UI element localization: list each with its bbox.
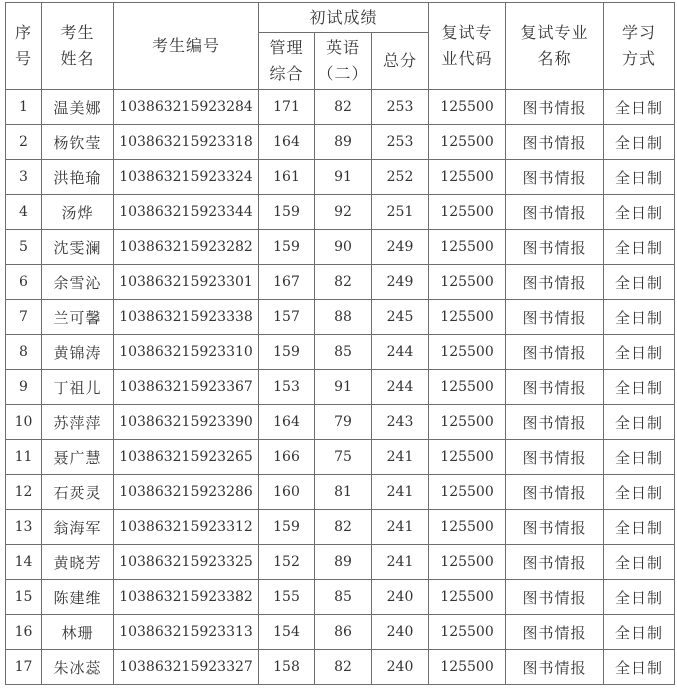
cell-name: 丁祖儿 bbox=[42, 370, 114, 405]
cell-english: 91 bbox=[315, 370, 372, 405]
cell-english: 81 bbox=[315, 475, 372, 510]
cell-english: 86 bbox=[315, 615, 372, 650]
cell-management: 171 bbox=[259, 90, 315, 125]
cell-exam-id: 103863215923301 bbox=[114, 265, 259, 300]
cell-management: 159 bbox=[259, 230, 315, 265]
header-management-line2: 综合 bbox=[269, 64, 304, 83]
cell-total: 244 bbox=[372, 370, 429, 405]
cell-total: 241 bbox=[372, 510, 429, 545]
header-study-mode bbox=[604, 3, 675, 90]
cell-exam-id: 103863215923313 bbox=[114, 615, 259, 650]
cell-exam-id: 103863215923318 bbox=[114, 125, 259, 160]
cell-retest-code: 125500 bbox=[429, 370, 506, 405]
cell-total: 245 bbox=[372, 300, 429, 335]
table-row bbox=[6, 580, 675, 615]
cell-retest-code: 125500 bbox=[429, 510, 506, 545]
cell-name: 杨钦莹 bbox=[42, 125, 114, 160]
cell-exam-id: 103863215923265 bbox=[114, 440, 259, 475]
score-table bbox=[5, 2, 675, 685]
cell-retest-major: 图书情报 bbox=[506, 580, 604, 615]
cell-english: 92 bbox=[315, 195, 372, 230]
cell-management: 159 bbox=[259, 335, 315, 370]
cell-retest-code: 125500 bbox=[429, 195, 506, 230]
cell-total: 240 bbox=[372, 580, 429, 615]
cell-study-mode: 全日制 bbox=[604, 265, 675, 300]
header-initial-scores: 初试成绩 bbox=[259, 3, 429, 33]
cell-study-mode: 全日制 bbox=[604, 195, 675, 230]
cell-retest-major: 图书情报 bbox=[506, 545, 604, 580]
cell-total: 252 bbox=[372, 160, 429, 195]
cell-retest-major: 图书情报 bbox=[506, 440, 604, 475]
cell-name: 温美娜 bbox=[42, 90, 114, 125]
table-row bbox=[6, 440, 675, 475]
cell-seq: 3 bbox=[6, 160, 42, 195]
table-row bbox=[6, 90, 675, 125]
cell-english: 89 bbox=[315, 545, 372, 580]
header-exam-id: 考生编号 bbox=[114, 3, 259, 90]
cell-seq: 13 bbox=[6, 510, 42, 545]
cell-exam-id: 103863215923325 bbox=[114, 545, 259, 580]
table-row bbox=[6, 265, 675, 300]
header-seq-line1: 序 bbox=[14, 23, 32, 42]
cell-total: 240 bbox=[372, 615, 429, 650]
cell-retest-code: 125500 bbox=[429, 265, 506, 300]
cell-english: 82 bbox=[315, 90, 372, 125]
header-study-mode-line2: 方式 bbox=[622, 49, 657, 68]
cell-exam-id: 103863215923310 bbox=[114, 335, 259, 370]
cell-retest-major: 图书情报 bbox=[506, 300, 604, 335]
header-name-line1: 考生 bbox=[60, 23, 95, 42]
cell-total: 244 bbox=[372, 335, 429, 370]
cell-total: 240 bbox=[372, 650, 429, 685]
cell-exam-id: 103863215923344 bbox=[114, 195, 259, 230]
cell-retest-major: 图书情报 bbox=[506, 160, 604, 195]
cell-retest-major: 图书情报 bbox=[506, 90, 604, 125]
cell-retest-code: 125500 bbox=[429, 405, 506, 440]
header-name bbox=[42, 3, 114, 90]
cell-study-mode: 全日制 bbox=[604, 160, 675, 195]
cell-study-mode: 全日制 bbox=[604, 510, 675, 545]
cell-study-mode: 全日制 bbox=[604, 230, 675, 265]
cell-name: 洪艳瑜 bbox=[42, 160, 114, 195]
cell-english: 82 bbox=[315, 510, 372, 545]
cell-seq: 10 bbox=[6, 405, 42, 440]
cell-management: 153 bbox=[259, 370, 315, 405]
cell-retest-code: 125500 bbox=[429, 475, 506, 510]
cell-english: 79 bbox=[315, 405, 372, 440]
cell-name: 余雪沁 bbox=[42, 265, 114, 300]
cell-study-mode: 全日制 bbox=[604, 650, 675, 685]
cell-retest-major: 图书情报 bbox=[506, 405, 604, 440]
cell-study-mode: 全日制 bbox=[604, 440, 675, 475]
cell-english: 85 bbox=[315, 580, 372, 615]
cell-seq: 6 bbox=[6, 265, 42, 300]
cell-study-mode: 全日制 bbox=[604, 125, 675, 160]
cell-study-mode: 全日制 bbox=[604, 580, 675, 615]
header-retest-code bbox=[429, 3, 506, 90]
table-row bbox=[6, 650, 675, 685]
cell-total: 249 bbox=[372, 265, 429, 300]
cell-seq: 16 bbox=[6, 615, 42, 650]
cell-retest-major: 图书情报 bbox=[506, 265, 604, 300]
cell-retest-code: 125500 bbox=[429, 545, 506, 580]
cell-retest-major: 图书情报 bbox=[506, 230, 604, 265]
table-header bbox=[6, 3, 675, 90]
cell-exam-id: 103863215923284 bbox=[114, 90, 259, 125]
table-row bbox=[6, 160, 675, 195]
cell-english: 91 bbox=[315, 160, 372, 195]
header-retest-code-line1: 复试专 bbox=[441, 23, 493, 42]
cell-retest-code: 125500 bbox=[429, 160, 506, 195]
cell-exam-id: 103863215923327 bbox=[114, 650, 259, 685]
cell-management: 164 bbox=[259, 125, 315, 160]
cell-retest-major: 图书情报 bbox=[506, 195, 604, 230]
cell-seq: 4 bbox=[6, 195, 42, 230]
cell-retest-code: 125500 bbox=[429, 230, 506, 265]
cell-management: 152 bbox=[259, 545, 315, 580]
cell-retest-code: 125500 bbox=[429, 650, 506, 685]
cell-management: 166 bbox=[259, 440, 315, 475]
cell-name: 翁海军 bbox=[42, 510, 114, 545]
header-retest-major-line1: 复试专业 bbox=[520, 23, 589, 42]
cell-seq: 8 bbox=[6, 335, 42, 370]
cell-seq: 15 bbox=[6, 580, 42, 615]
cell-total: 241 bbox=[372, 545, 429, 580]
cell-english: 82 bbox=[315, 265, 372, 300]
header-english bbox=[315, 33, 372, 90]
cell-exam-id: 103863215923286 bbox=[114, 475, 259, 510]
cell-management: 157 bbox=[259, 300, 315, 335]
table-row bbox=[6, 195, 675, 230]
table-row bbox=[6, 370, 675, 405]
header-total: 总分 bbox=[372, 33, 429, 90]
cell-seq: 9 bbox=[6, 370, 42, 405]
cell-total: 253 bbox=[372, 125, 429, 160]
header-name-line2: 姓名 bbox=[60, 49, 95, 68]
header-management-line1: 管理 bbox=[269, 38, 304, 57]
cell-seq: 7 bbox=[6, 300, 42, 335]
header-study-mode-line1: 学习 bbox=[622, 23, 657, 42]
header-seq bbox=[6, 3, 42, 90]
cell-management: 160 bbox=[259, 475, 315, 510]
table-row bbox=[6, 125, 675, 160]
table-row bbox=[6, 335, 675, 370]
cell-exam-id: 103863215923367 bbox=[114, 370, 259, 405]
cell-retest-code: 125500 bbox=[429, 335, 506, 370]
cell-management: 154 bbox=[259, 615, 315, 650]
cell-management: 164 bbox=[259, 405, 315, 440]
cell-total: 243 bbox=[372, 405, 429, 440]
cell-english: 82 bbox=[315, 650, 372, 685]
table-row bbox=[6, 545, 675, 580]
cell-name: 聂广慧 bbox=[42, 440, 114, 475]
cell-management: 155 bbox=[259, 580, 315, 615]
cell-management: 161 bbox=[259, 160, 315, 195]
cell-total: 251 bbox=[372, 195, 429, 230]
cell-name: 石烎灵 bbox=[42, 475, 114, 510]
cell-exam-id: 103863215923390 bbox=[114, 405, 259, 440]
cell-retest-major: 图书情报 bbox=[506, 370, 604, 405]
cell-seq: 14 bbox=[6, 545, 42, 580]
cell-retest-major: 图书情报 bbox=[506, 510, 604, 545]
header-retest-code-line2: 业代码 bbox=[441, 49, 493, 68]
cell-seq: 17 bbox=[6, 650, 42, 685]
cell-name: 朱冰蕊 bbox=[42, 650, 114, 685]
cell-retest-code: 125500 bbox=[429, 615, 506, 650]
cell-name: 黄晓芳 bbox=[42, 545, 114, 580]
cell-study-mode: 全日制 bbox=[604, 370, 675, 405]
cell-retest-code: 125500 bbox=[429, 90, 506, 125]
cell-exam-id: 103863215923338 bbox=[114, 300, 259, 335]
table-row bbox=[6, 615, 675, 650]
cell-total: 241 bbox=[372, 440, 429, 475]
cell-management: 159 bbox=[259, 510, 315, 545]
table-row bbox=[6, 230, 675, 265]
cell-seq: 11 bbox=[6, 440, 42, 475]
cell-name: 兰可馨 bbox=[42, 300, 114, 335]
cell-study-mode: 全日制 bbox=[604, 615, 675, 650]
cell-total: 241 bbox=[372, 475, 429, 510]
cell-study-mode: 全日制 bbox=[604, 475, 675, 510]
header-management bbox=[259, 33, 315, 90]
cell-seq: 5 bbox=[6, 230, 42, 265]
cell-retest-code: 125500 bbox=[429, 440, 506, 475]
cell-retest-code: 125500 bbox=[429, 300, 506, 335]
cell-retest-major: 图书情报 bbox=[506, 650, 604, 685]
cell-retest-code: 125500 bbox=[429, 580, 506, 615]
cell-name: 苏萍萍 bbox=[42, 405, 114, 440]
cell-study-mode: 全日制 bbox=[604, 300, 675, 335]
table-body bbox=[6, 90, 675, 685]
cell-total: 253 bbox=[372, 90, 429, 125]
header-retest-major-line2: 名称 bbox=[537, 49, 572, 68]
cell-total: 249 bbox=[372, 230, 429, 265]
cell-study-mode: 全日制 bbox=[604, 335, 675, 370]
cell-name: 陈建维 bbox=[42, 580, 114, 615]
cell-english: 75 bbox=[315, 440, 372, 475]
cell-name: 林珊 bbox=[42, 615, 114, 650]
cell-retest-major: 图书情报 bbox=[506, 125, 604, 160]
table-row bbox=[6, 405, 675, 440]
cell-management: 167 bbox=[259, 265, 315, 300]
header-retest-major bbox=[506, 3, 604, 90]
cell-management: 158 bbox=[259, 650, 315, 685]
table-row bbox=[6, 300, 675, 335]
cell-study-mode: 全日制 bbox=[604, 405, 675, 440]
cell-retest-code: 125500 bbox=[429, 125, 506, 160]
cell-english: 89 bbox=[315, 125, 372, 160]
cell-name: 沈雯澜 bbox=[42, 230, 114, 265]
header-seq-line2: 号 bbox=[14, 49, 32, 68]
cell-seq: 2 bbox=[6, 125, 42, 160]
cell-study-mode: 全日制 bbox=[604, 545, 675, 580]
cell-exam-id: 103863215923382 bbox=[114, 580, 259, 615]
cell-management: 159 bbox=[259, 195, 315, 230]
cell-exam-id: 103863215923282 bbox=[114, 230, 259, 265]
cell-english: 88 bbox=[315, 300, 372, 335]
cell-exam-id: 103863215923312 bbox=[114, 510, 259, 545]
header-english-line2: （二） bbox=[317, 64, 369, 83]
cell-retest-major: 图书情报 bbox=[506, 475, 604, 510]
table-row bbox=[6, 510, 675, 545]
cell-seq: 12 bbox=[6, 475, 42, 510]
cell-english: 90 bbox=[315, 230, 372, 265]
table-row bbox=[6, 475, 675, 510]
header-english-line1: 英语 bbox=[325, 38, 360, 57]
cell-english: 85 bbox=[315, 335, 372, 370]
cell-study-mode: 全日制 bbox=[604, 90, 675, 125]
cell-name: 汤烨 bbox=[42, 195, 114, 230]
cell-exam-id: 103863215923324 bbox=[114, 160, 259, 195]
cell-retest-major: 图书情报 bbox=[506, 335, 604, 370]
cell-seq: 1 bbox=[6, 90, 42, 125]
cell-name: 黄锦涛 bbox=[42, 335, 114, 370]
cell-retest-major: 图书情报 bbox=[506, 615, 604, 650]
